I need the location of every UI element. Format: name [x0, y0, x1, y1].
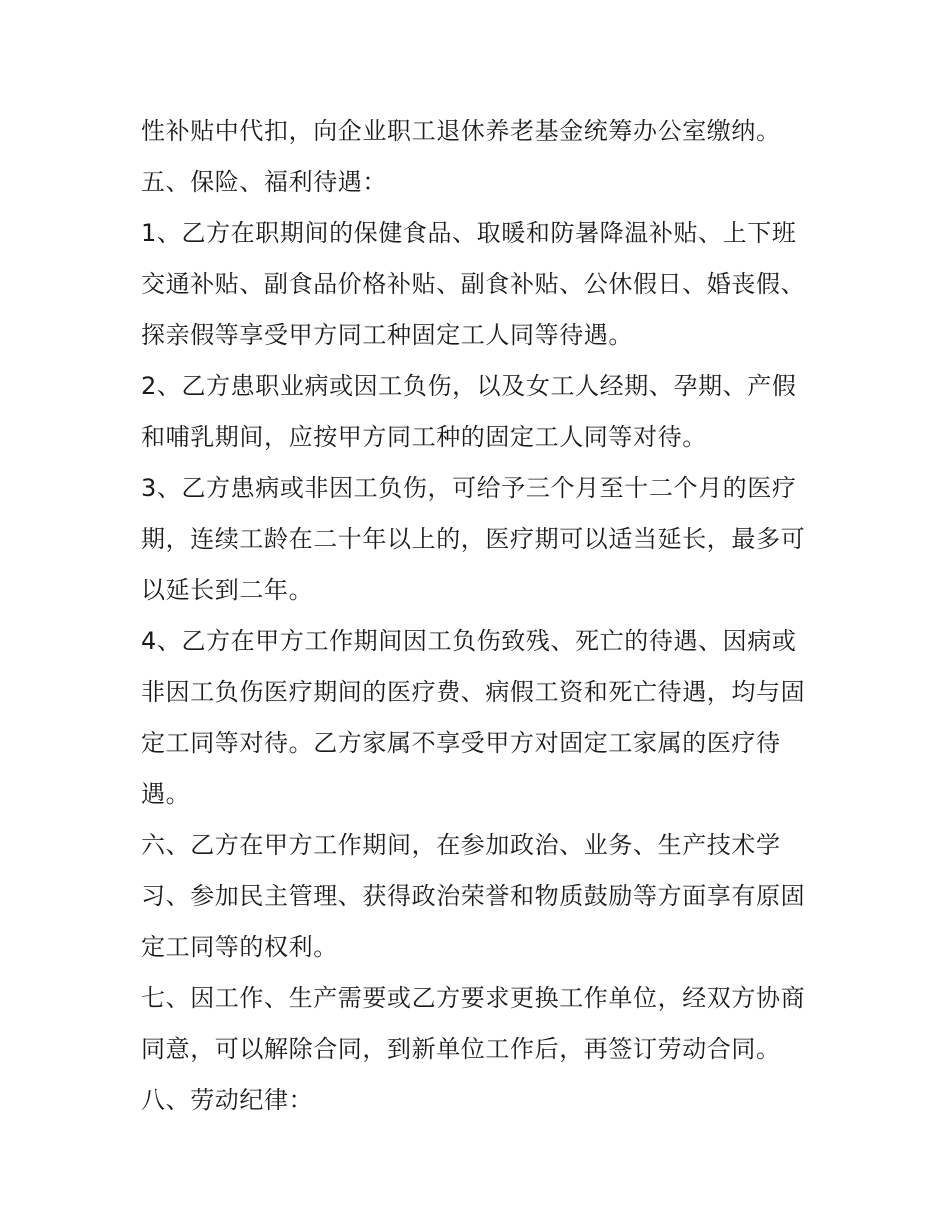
text-line: 定工同等对待。乙方家属不享受甲方对固定工家属的医疗待 — [141, 729, 781, 757]
section-heading: 五、保险、福利待遇： — [141, 168, 387, 196]
text-line: 1、乙方在职期间的保健食品、取暖和防暑降温补贴、上下班 — [141, 219, 797, 247]
text-line: 交通补贴、副食品价格补贴、副食补贴、公休假日、婚丧假、 — [141, 270, 806, 298]
text-line: 期，连续工龄在二十年以上的，医疗期可以适当延长，最多可 — [141, 525, 806, 553]
text-line: 3、乙方患病或非因工负伤，可给予三个月至十二个月的医疗 — [141, 474, 797, 502]
text-line: 2、乙方患职业病或因工负伤，以及女工人经期、孕期、产假 — [141, 372, 797, 400]
text-line: 以延长到二年。 — [141, 576, 314, 604]
text-line: 4、乙方在甲方工作期间因工负伤致残、死亡的待遇、因病或 — [141, 627, 797, 655]
section-heading: 八、劳动纪律： — [141, 1086, 314, 1114]
text-line: 探亲假等享受甲方同工种固定工人同等待遇。 — [141, 321, 633, 349]
text-line: 习、参加民主管理、获得政治荣誉和物质鼓励等方面享有原固 — [141, 882, 806, 910]
text-line: 定工同等的权利。 — [141, 933, 338, 961]
text-line: 和哺乳期间，应按甲方同工种的固定工人同等对待。 — [141, 423, 707, 451]
text-line: 性补贴中代扣，向企业职工退休养老基金统筹办公室缴纳。 — [141, 117, 781, 145]
section-heading: 七、因工作、生产需要或乙方要求更换工作单位，经双方协商 — [141, 984, 806, 1012]
document-body — [141, 106, 821, 1126]
text-line: 同意，可以解除合同，到新单位工作后，再签订劳动合同。 — [141, 1035, 781, 1063]
section-heading: 六、乙方在甲方工作期间，在参加政治、业务、生产技术学 — [141, 831, 781, 859]
text-line: 遇。 — [141, 780, 191, 808]
text-line: 非因工负伤医疗期间的医疗费、病假工资和死亡待遇，均与固 — [141, 678, 806, 706]
